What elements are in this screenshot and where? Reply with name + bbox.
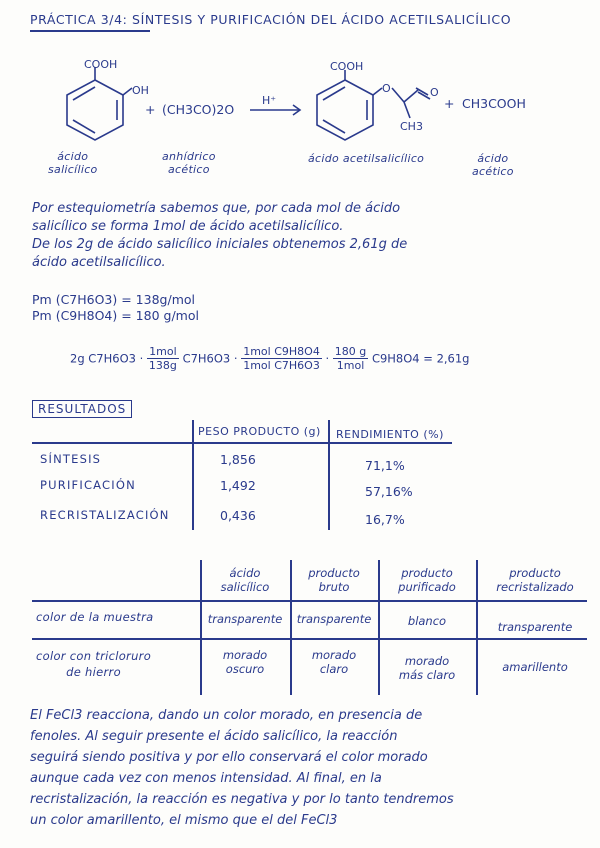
ester-oxygen-label: O [382, 82, 391, 95]
color-table-hline-2 [32, 638, 587, 640]
results-row-label: PURIFICACIÓN [40, 478, 136, 492]
stoich-line: salicílico se forma 1mol de ácido acetilsalicílico. [32, 219, 344, 234]
color-row-label: color con tricloruro de hierro [36, 649, 152, 679]
conclusion-line: fenoles. Al seguir presente el ácido salicílico, la reacción [30, 729, 398, 744]
molar-mass-salicylic: Pm (C7H6O3) = 138g/mol [32, 292, 195, 307]
color-header: producto bruto [308, 566, 360, 594]
catalyst-label: H⁺ [262, 94, 277, 107]
conclusion-line: recristalización, la reacción es negativa y por lo tanto tendremos [30, 792, 454, 807]
color-cell: transparente [296, 612, 372, 626]
title-underline [30, 30, 150, 32]
calc-start: 2g C7H6O3 · [70, 351, 144, 366]
calc-unit: C7H6O3 · [182, 351, 238, 366]
color-cell: transparente [207, 612, 283, 626]
benzene-ring-salicylic [67, 67, 132, 140]
cooh-right-label: COOH [330, 60, 364, 73]
plus-sign-1: + [145, 102, 156, 117]
acetic-acid-formula: CH3COOH [462, 96, 526, 111]
label-acetylsalicylic: ácido acetilsalicílico [308, 152, 425, 165]
conclusion-line: aunque cada vez con menos intensidad. Al final, en la [30, 771, 382, 786]
results-table-vline-1 [192, 420, 194, 530]
color-cell: morado más claro [398, 654, 456, 682]
label-acetic: ácido acético [472, 152, 514, 178]
stoich-line: De los 2g de ácido salicílico iniciales obtenemos 2,61g de [32, 237, 408, 252]
stoich-line: Por estequiometría sabemos que, por cada mol de ácido [32, 201, 401, 216]
molar-masses [32, 292, 199, 324]
calculation [70, 345, 469, 372]
stoichiometry-paragraph [32, 200, 407, 272]
results-row-rend: 16,7% [365, 512, 405, 527]
oh-label: OH [132, 84, 149, 97]
results-col-rendimiento: RENDIMIENTO (%) [336, 428, 444, 441]
color-cell: blanco [407, 614, 447, 628]
page-title: PRÁCTICA 3/4: SÍNTESIS Y PURIFICACIÓN DEL ÁCIDO ACETILSALICÍLICO [30, 12, 512, 27]
results-row-peso: 0,436 [220, 508, 256, 523]
label-anhydride: anhídrico acético [162, 150, 216, 176]
plus-sign-2: + [444, 96, 455, 111]
results-row-peso: 1,492 [220, 478, 256, 493]
stoich-line: ácido acetilsalicílico. [32, 255, 166, 270]
cooh-left-label: COOH [84, 58, 118, 71]
color-header: ácido salicílico [220, 566, 270, 594]
conclusion-paragraph [30, 705, 454, 831]
color-cell: morado oscuro [222, 648, 268, 676]
calc-result: C9H8O4 = 2,61g [371, 351, 470, 366]
fraction-mass-per-mol: $\frac{180 g}{\text{1mol}}$ [334, 345, 367, 372]
carbonyl-oxygen-label: O [430, 86, 439, 99]
color-header: producto recristalizado [496, 566, 574, 594]
color-row-label: color de la muestra [36, 610, 154, 624]
results-row-label: RECRISTALIZACIÓN [40, 508, 170, 522]
conclusion-line: un color amarillento, el mismo que el del FeCl3 [30, 813, 338, 828]
color-cell: transparente [497, 620, 573, 634]
anhydride-formula: (CH3CO)2O [162, 102, 235, 117]
results-row-rend: 71,1% [365, 458, 405, 473]
results-row-label: SÍNTESIS [40, 452, 102, 466]
results-table-header-line [32, 442, 452, 444]
label-salicylic: ácido salicílico [48, 150, 98, 176]
color-cell: morado claro [311, 648, 357, 676]
molar-mass-acetylsalicylic: Pm (C9H8O4) = 180 g/mol [32, 308, 199, 323]
results-col-peso: PESO PRODUCTO (g) [198, 425, 321, 438]
results-heading: RESULTADOS [32, 400, 132, 418]
conclusion-line: El FeCl3 reacciona, dando un color morado, en presencia de [30, 708, 423, 723]
results-row-peso: 1,856 [220, 452, 256, 467]
calc-dot: · [325, 351, 330, 366]
results-row-rend: 57,16% [365, 484, 413, 499]
fraction-mol-per-mass: $\frac{\text{1mol}}{138g}$ [148, 345, 177, 372]
conclusion-line: seguirá siendo positiva y por ello conservará el color morado [30, 750, 428, 765]
color-header: producto purificado [398, 566, 456, 594]
results-table-vline-2 [328, 420, 330, 530]
color-table-hline-1 [32, 600, 587, 602]
ch3-label: CH3 [400, 120, 423, 133]
color-cell: amarillento [502, 660, 568, 674]
fraction-mol-ratio: $\frac{\text{1mol C9H8O4}}{\text{1mol C7H6O3}}$ [243, 345, 320, 372]
